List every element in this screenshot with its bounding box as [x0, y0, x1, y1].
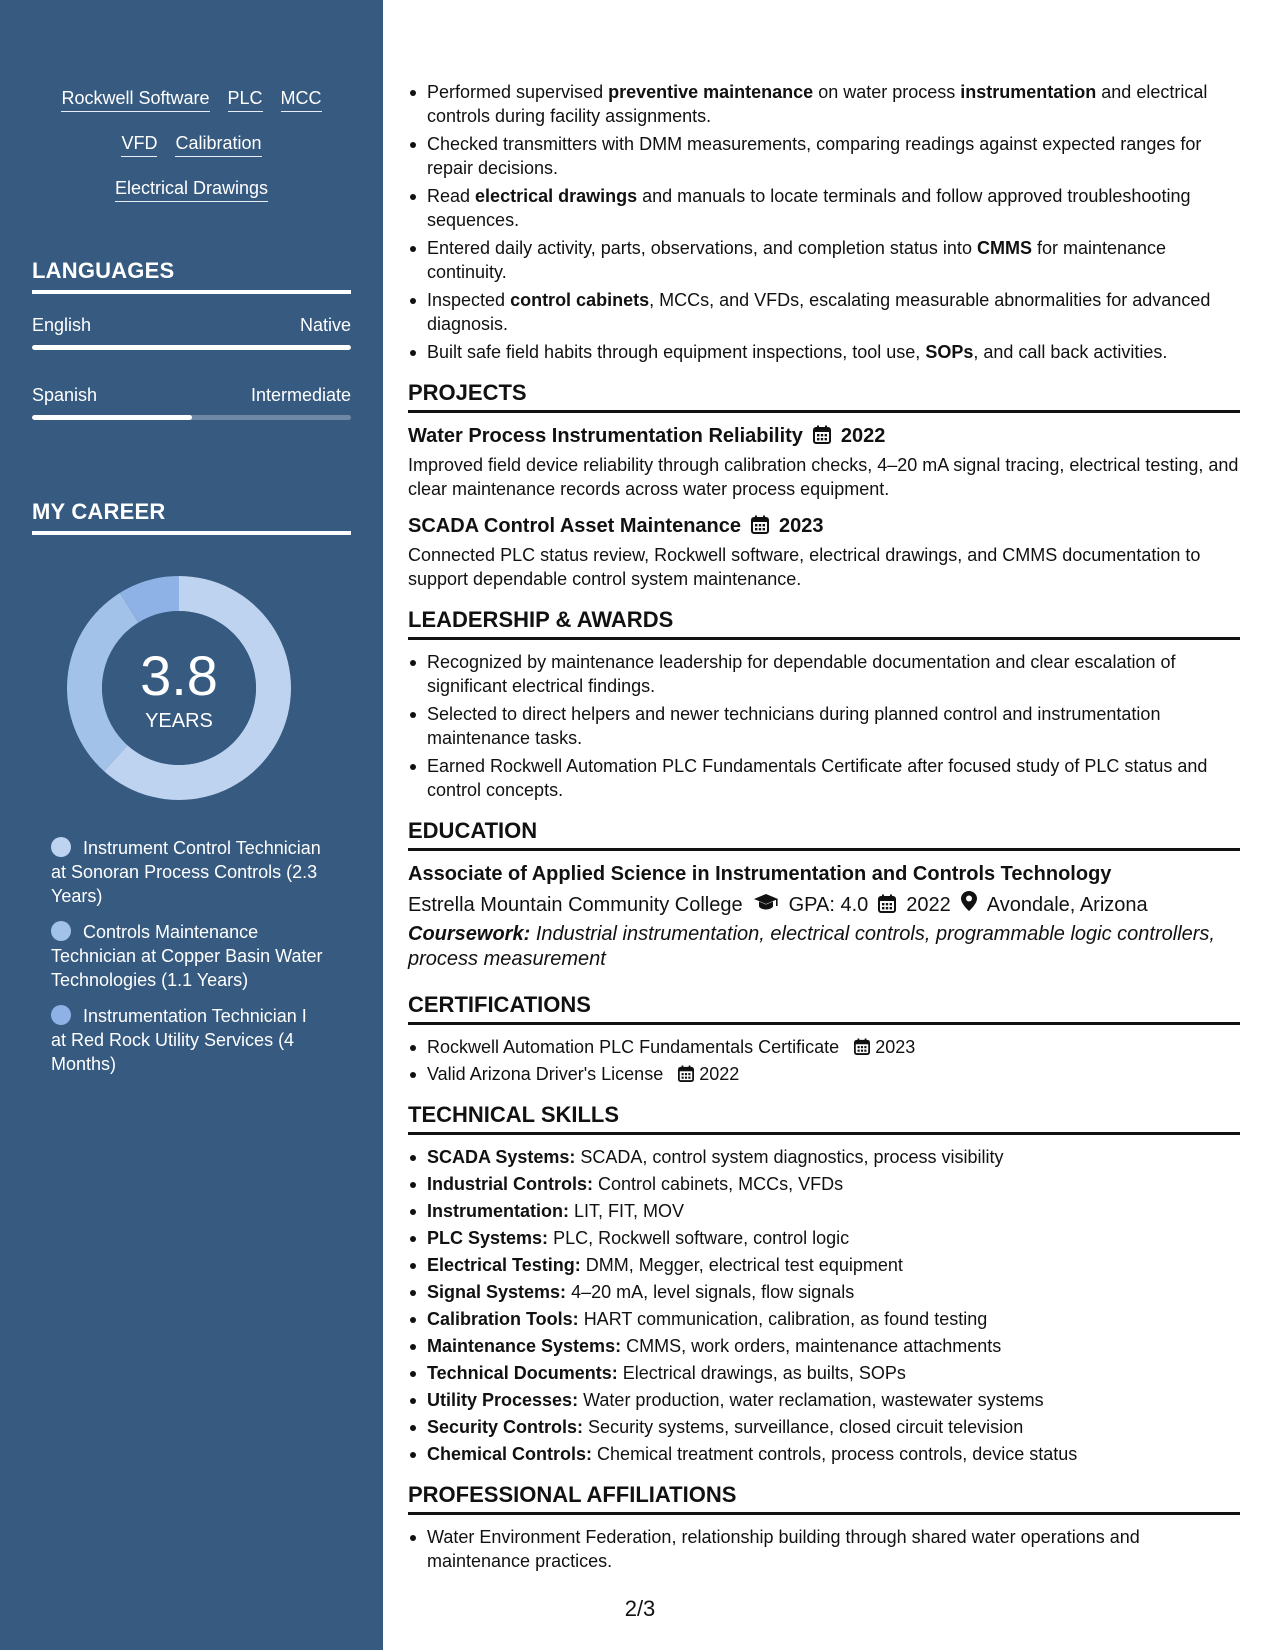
skill-item: [408, 1388, 1240, 1412]
skill-label: Instrumentation:: [427, 1201, 569, 1221]
language-english: [32, 314, 351, 350]
skill-tag[interactable]: VFD: [121, 133, 157, 157]
project-item: [408, 513, 1240, 591]
career-item: [51, 1004, 326, 1076]
language-proficiency-bar: [32, 415, 351, 420]
skills-list: [408, 1145, 1240, 1466]
legend-dot: [51, 837, 71, 857]
language-level: Native: [299, 315, 351, 335]
education-location: Avondale, Arizona: [986, 893, 1148, 916]
project-description: Improved field device reliability through calibration checks, 4–20 mA signal tracing, electrical testing, and clear maintenance records across water process equipment.: [408, 455, 1239, 499]
language-name: English: [32, 315, 92, 335]
certification-year: 2023: [875, 1037, 916, 1057]
education-school: Estrella Mountain Community College: [408, 893, 743, 916]
skill-item: [408, 1145, 1240, 1169]
tag-row: [32, 178, 351, 202]
experience-bullet: Inspected control cabinets, MCCs, and VFDs, escalating measurable abnormalities for advanced diagnosis.: [408, 288, 1240, 336]
skill-value: HART communication, calibration, as found testing: [583, 1309, 988, 1329]
career-list: [51, 836, 326, 1088]
page-number: 2/3: [624, 1596, 656, 1621]
education-gpa: GPA: 4.0: [788, 893, 869, 916]
affiliation-item: Water Environment Federation, relationship building through shared water operations and maintenance practices.: [408, 1525, 1240, 1573]
language-proficiency-bar: [32, 345, 351, 350]
affiliations-heading: PROFESSIONAL AFFILIATIONS: [408, 1482, 1240, 1515]
skill-value: Control cabinets, MCCs, VFDs: [598, 1174, 844, 1194]
skill-value: Water production, water reclamation, wastewater systems: [583, 1390, 1044, 1410]
skill-value: PLC, Rockwell software, control logic: [553, 1228, 850, 1248]
leadership-heading: LEADERSHIP & AWARDS: [408, 607, 1240, 640]
leadership-list: [408, 650, 1240, 802]
skill-value: Security systems, surveillance, closed circuit television: [588, 1417, 1024, 1437]
career-total-years: 3.8: [140, 644, 218, 707]
tag-row: [32, 133, 351, 157]
skill-label: Utility Processes:: [427, 1390, 579, 1410]
career-heading: MY CAREER: [32, 499, 351, 535]
skill-value: Electrical drawings, as builts, SOPs: [622, 1363, 906, 1383]
sidebar: [0, 0, 383, 1650]
skill-item: [408, 1226, 1240, 1250]
skill-label: Technical Documents:: [427, 1363, 618, 1383]
skill-label: Calibration Tools:: [427, 1309, 579, 1329]
project-item: [408, 423, 1240, 501]
career-item: [51, 836, 326, 908]
legend-dot: [51, 1005, 71, 1025]
skill-label: SCADA Systems:: [427, 1147, 576, 1167]
language-name: Spanish: [32, 385, 98, 405]
language-spanish: [32, 384, 351, 420]
skill-label: Industrial Controls:: [427, 1174, 593, 1194]
graduation-cap-icon: [753, 892, 779, 918]
calendar-icon: [678, 1064, 694, 1084]
career-years-label: YEARS: [145, 710, 213, 732]
skill-value: Chemical treatment controls, process controls, device status: [597, 1444, 1078, 1464]
certification-year: 2022: [699, 1064, 740, 1084]
legend-dot: [51, 921, 71, 941]
skill-tag[interactable]: Calibration: [175, 133, 261, 157]
skill-tag[interactable]: Rockwell Software: [61, 88, 209, 112]
certification-name: Valid Arizona Driver's License: [427, 1064, 664, 1084]
education-year: 2022: [906, 893, 951, 916]
projects-heading: PROJECTS: [408, 380, 1240, 413]
education-heading: EDUCATION: [408, 818, 1240, 851]
project-description: Connected PLC status review, Rockwell software, electrical drawings, and CMMS documentation to support dependable control system maintenance.: [408, 545, 1201, 589]
skill-value: DMM, Megger, electrical test equipment: [585, 1255, 903, 1275]
leadership-item: Selected to direct helpers and newer technicians during planned control and instrumentation maintenance tasks.: [408, 702, 1240, 750]
experience-bullet: Performed supervised preventive maintenance on water process instrumentation and electrical controls during facility assignments.: [408, 80, 1240, 128]
skill-item: [408, 1334, 1240, 1358]
calendar-icon: [751, 513, 769, 539]
skill-item: [408, 1199, 1240, 1223]
skill-tags: [32, 88, 351, 223]
skill-tag[interactable]: PLC: [228, 88, 263, 112]
certification-name: Rockwell Automation PLC Fundamentals Certificate: [427, 1037, 840, 1057]
skills-heading: TECHNICAL SKILLS: [408, 1102, 1240, 1135]
career-text: Instrument Control Technician at Sonoran Process Controls (2.3 Years): [51, 838, 321, 906]
skill-label: Electrical Testing:: [427, 1255, 581, 1275]
main-content: [408, 80, 1240, 1577]
skill-value: LIT, FIT, MOV: [574, 1201, 685, 1221]
skill-item: [408, 1280, 1240, 1304]
skill-label: PLC Systems:: [427, 1228, 549, 1248]
project-title: SCADA Control Asset Maintenance: [408, 515, 742, 537]
coursework-text: Industrial instrumentation, electrical controls, programmable logic controllers, process measurement: [408, 923, 1215, 970]
calendar-icon: [878, 892, 896, 918]
skill-label: Signal Systems:: [427, 1282, 567, 1302]
skill-tag[interactable]: Electrical Drawings: [115, 178, 268, 202]
languages-heading: LANGUAGES: [32, 258, 351, 294]
skill-tag[interactable]: MCC: [281, 88, 322, 112]
project-title: Water Process Instrumentation Reliability: [408, 425, 803, 447]
career-donut-chart: [67, 576, 291, 800]
skill-item: [408, 1415, 1240, 1439]
project-year: 2022: [840, 425, 886, 447]
language-level: Intermediate: [250, 385, 351, 405]
certification-item: [408, 1062, 1240, 1086]
skill-item: [408, 1442, 1240, 1466]
career-item: [51, 920, 326, 992]
education-coursework: [408, 922, 1240, 972]
location-pin-icon: [961, 891, 977, 918]
skill-label: Security Controls:: [427, 1417, 584, 1437]
certifications-list: [408, 1035, 1240, 1086]
skill-item: [408, 1172, 1240, 1196]
skill-item: [408, 1361, 1240, 1385]
education-details: [408, 891, 1240, 918]
leadership-item: Recognized by maintenance leadership for dependable documentation and clear escalation of significant electrical findings.: [408, 650, 1240, 698]
project-year: 2023: [779, 515, 824, 537]
tag-row: [32, 88, 351, 112]
certification-item: [408, 1035, 1240, 1059]
coursework-label: Coursework:: [408, 923, 531, 945]
skill-item: [408, 1307, 1240, 1331]
skill-item: [408, 1253, 1240, 1277]
career-text: Controls Maintenance Technician at Copper Basin Water Technologies (1.1 Years): [51, 922, 323, 990]
skill-value: 4–20 mA, level signals, flow signals: [571, 1282, 855, 1302]
skill-label: Chemical Controls:: [427, 1444, 593, 1464]
experience-bullet: Checked transmitters with DMM measurements, comparing readings against expected ranges for repair decisions.: [408, 132, 1240, 180]
experience-bullet: Built safe field habits through equipment inspections, tool use, SOPs, and call back activities.: [408, 340, 1240, 364]
leadership-item: Earned Rockwell Automation PLC Fundamentals Certificate after focused study of PLC status and control concepts.: [408, 754, 1240, 802]
education-degree: Associate of Applied Science in Instrumentation and Controls Technology: [408, 863, 1112, 885]
experience-bullets: [408, 80, 1240, 364]
skill-value: SCADA, control system diagnostics, process visibility: [580, 1147, 1004, 1167]
affiliations-list: [408, 1525, 1240, 1573]
experience-bullet: Entered daily activity, parts, observations, and completion status into CMMS for maintenance continuity.: [408, 236, 1240, 284]
certifications-heading: CERTIFICATIONS: [408, 992, 1240, 1025]
skill-value: CMMS, work orders, maintenance attachments: [626, 1336, 1002, 1356]
calendar-icon: [813, 423, 831, 449]
skill-label: Maintenance Systems:: [427, 1336, 622, 1356]
experience-bullet: Read electrical drawings and manuals to locate terminals and follow approved troubleshooting sequences.: [408, 184, 1240, 232]
career-text: Instrumentation Technician I at Red Rock Utility Services (4 Months): [51, 1006, 307, 1074]
calendar-icon: [854, 1037, 870, 1057]
